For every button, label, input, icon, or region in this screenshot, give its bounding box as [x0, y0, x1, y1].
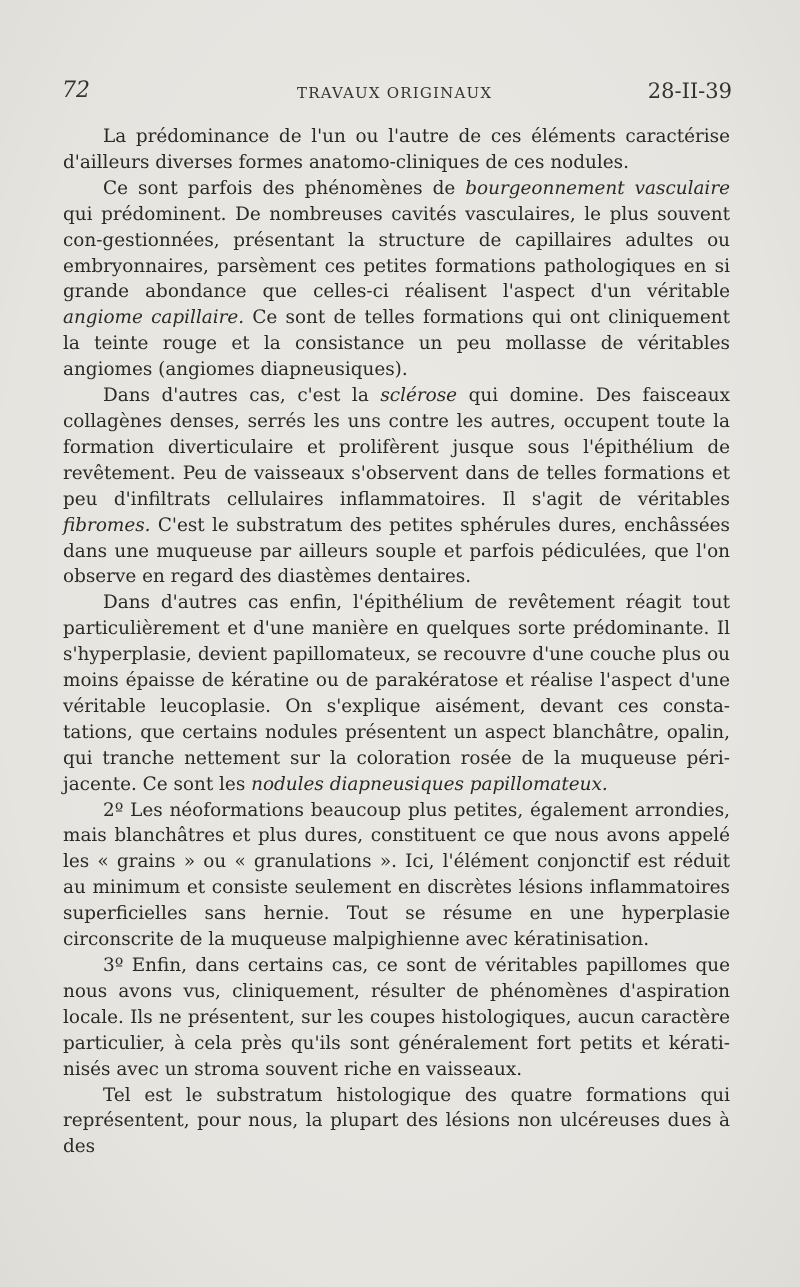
text-segment: Ce sont parfois des phénomènes de [103, 177, 466, 199]
text-segment: C'est le substratum des petites sphérules dures, enchâssées dans une muqueuse par ailleurs souple et parfois pédiculées, que l'on observe en regard des diastèmes dentaires. [63, 514, 730, 588]
paragraph [63, 953, 730, 1083]
italic-term: angiome capillaire. [63, 307, 245, 329]
page-header [62, 78, 732, 108]
text-segment: qui prédominent. De nombreuses cavités vasculaires, le plus souvent con-gestionnées, présentant la structure de capillaires adultes ou embryonnaires, parsèment ces petites formations pathologiques en si grande abondance que celles-ci réalisent l'aspect d'un véritable [63, 203, 730, 303]
paragraph [63, 798, 730, 953]
italic-term: fibromes. [63, 514, 151, 536]
paragraph [63, 1083, 730, 1161]
paragraph [63, 383, 730, 590]
paragraph [63, 176, 730, 383]
text-segment: qui domine. Des faisceaux collagènes denses, serrés les uns contre les autres, occupent toute la formation diverticulaire et prolifèrent jusque sous l'épithélium de revêtement. Peu de vaisseaux s'observent dans de telles formations et peu d'infiltrats cellulaires inflammatoires. Il s'agit de véritables [63, 385, 730, 510]
italic-term: nodules diapneusiques papillomateux. [251, 773, 608, 795]
text-segment: Dans d'autres cas, c'est la [103, 385, 381, 407]
text-segment: Tel est le substratum histologique des quatre formations qui représentent, pour nous, la plupart des lésions non ulcéreuses dues à des [63, 1084, 730, 1158]
text-segment: 2º Les néoformations beaucoup plus petites, également arrondies, mais blanchâtres et plus dures, constituent ce que nous avons appelé les « grains » ou « granulations ». Ici, l'élément conjonctif est réduit au minimum et consiste seulement en discrètes lésions inflammatoires superficielles sans hernie. Tout se résume en une hyperplasie circonscrite de la muqueuse malpighienne avec kératinisation. [63, 799, 730, 951]
italic-term: sclérose [380, 385, 458, 407]
italic-term: bourgeonnement vasculaire [465, 177, 730, 199]
page-number: 72 [62, 78, 90, 103]
paragraph [63, 124, 730, 176]
paragraph [63, 590, 730, 797]
body-text [63, 124, 730, 1160]
header-date: 28-II-39 [647, 79, 732, 103]
text-segment: La prédominance de l'un ou l'autre de ces éléments caractérise d'ailleurs diverses formes anatomo-cliniques de ces nodules. [63, 126, 730, 173]
text-segment: 3º Enfin, dans certains cas, ce sont de véritables papillomes que nous avons vus, cliniquement, résulter de phénomènes d'aspiration locale. Ils ne présentent, sur les coupes histologiques, aucun caractère particulier, à cela près qu'ils sont généralement fort petits et kératinisés avec un stroma souvent riche en vaisseaux. [63, 955, 730, 1080]
text-segment: Dans d'autres cas enfin, l'épithélium de revêtement réagit tout particulièrement et d'une manière en quelques sorte prédominante. Il s'hyperplasie, devient papillomateux, se recouvre d'une couche plus ou moins épaisse de kératine ou de parakératose et réalise l'aspect d'une véritable leucoplasie. On s'explique aisément, devant ces constatations, que certains nodules présentent un aspect blanchâtre, opalin, qui tranche nettement sur la coloration rosée de la muqueuse périjacente. Ce sont les [63, 592, 730, 795]
text-segment: Ce sont de telles formations qui ont cliniquement la teinte rouge et la consistance un peu mollasse de véritables angiomes (angiomes diapneusiques). [63, 307, 730, 381]
running-title: TRAVAUX ORIGINAUX [297, 84, 493, 102]
